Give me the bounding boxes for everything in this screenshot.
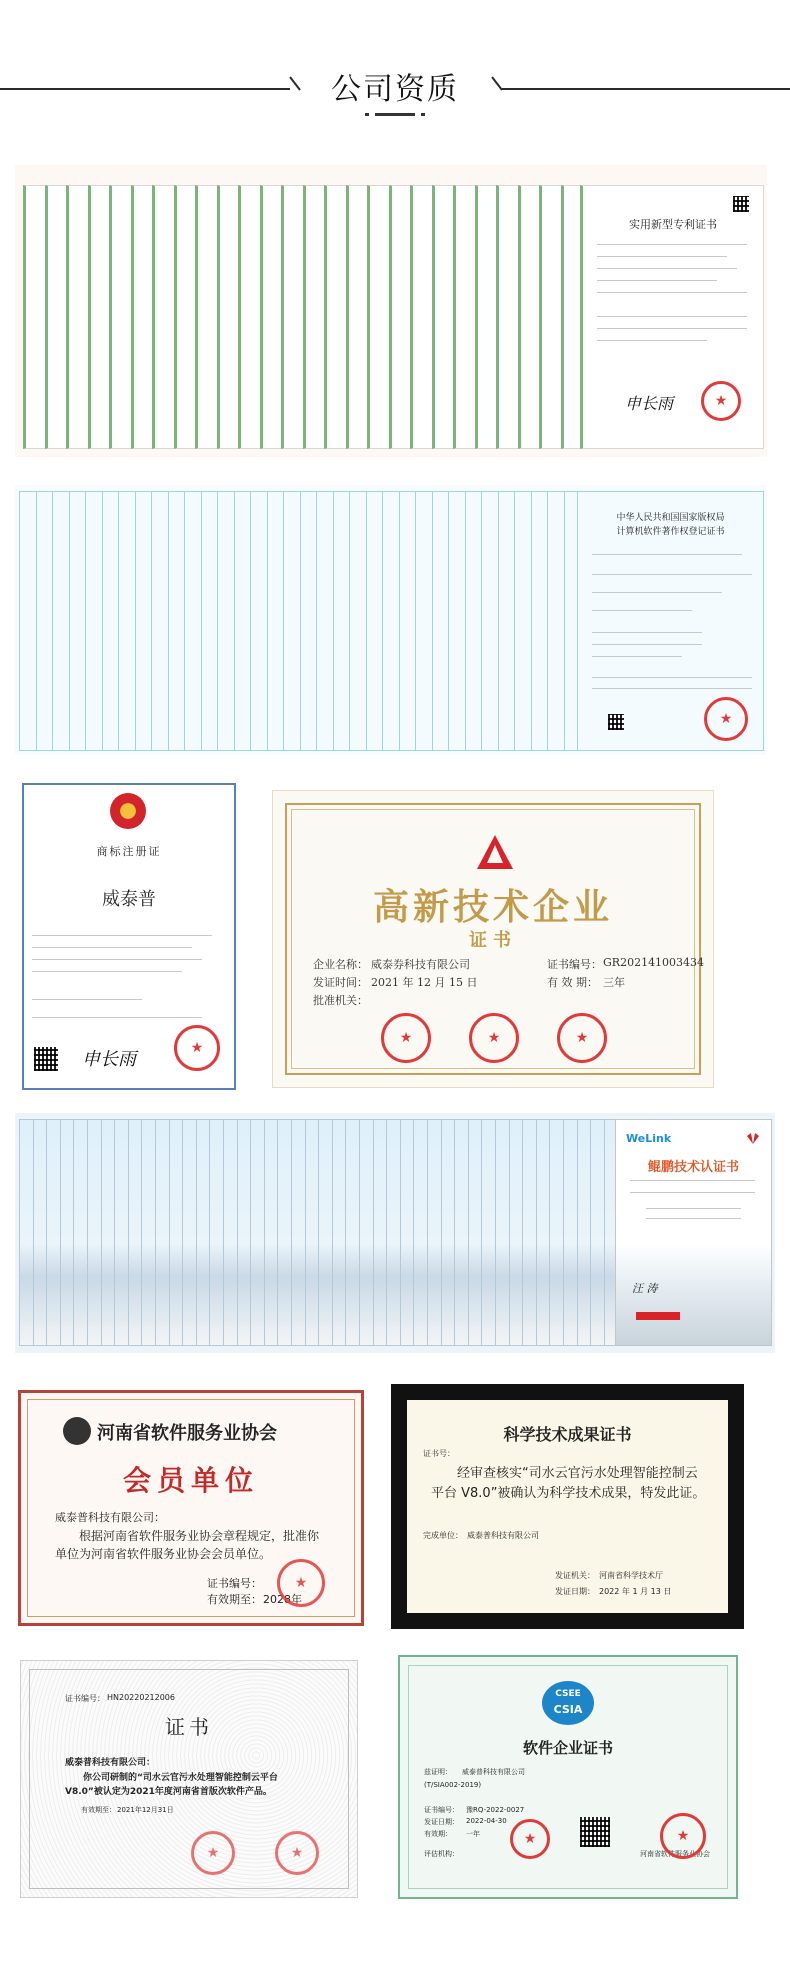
sci-achievement-frame [391,1384,744,1629]
first-set-title: 证书 [165,1715,213,1739]
sci-achievement-body: 经审查核实“司水云官污水处理智能控制云平台 V8.0”被确认为科学技术成果，特发此证。 [431,1466,706,1501]
software-enterprise-date-value: 2022-04-30 [466,1817,507,1825]
first-set-valid-label: 有效期至： [81,1806,116,1814]
huawei-title: 鲲鹏技术认证书 [647,1160,739,1175]
hitech-company-label: 企业名称： [313,958,368,971]
sci-achievement-date-label: 发证日期： [555,1587,595,1596]
trademark-signature: 申长雨 [82,1049,136,1070]
hitech-logo-icon [473,831,517,875]
hitech-title: 高新技术企业 [372,887,613,928]
hitech-date-label: 发证时间： [313,976,368,989]
sci-achievement-issuer-value: 河南省科学技术厅 [599,1571,663,1580]
patent-seal-icon: ★ [701,381,741,421]
first-set-software-certificate [20,1660,358,1898]
software-enterprise-org-value: 河南省软件服务业协会 [640,1850,710,1858]
hitech-org-label: 批准机关： [313,994,368,1007]
henan-assoc-company: 威泰普科技有限公司： [55,1511,165,1524]
header-dots-icon [365,112,425,116]
patent-stack [15,165,767,457]
trademark-brand: 威泰普 [102,889,156,910]
hitech-number-label: 证书编号： [547,958,602,971]
huawei-brand: WeLink [626,1132,672,1145]
sci-achievement-unit-label: 完成单位： [423,1531,463,1540]
software-enterprise-certificate [398,1655,738,1899]
sci-achievement-date-value: 2022 年 1 月 13 日 [599,1587,672,1596]
software-enterprise-seal-2-icon: ★ [660,1813,706,1859]
hitech-seal-2-icon: ★ [469,1013,519,1063]
sci-achievement-issuer-label: 发证机关： [555,1571,595,1580]
trademark-certificate [22,783,236,1090]
copyright-seal-icon: ★ [704,697,748,741]
header-rule-right [502,88,790,90]
hitech-number-value: GR202141003434 [603,956,705,969]
copyright-qr-icon [608,714,624,730]
software-enterprise-org-label: 评估机构： [424,1850,459,1858]
henan-association-certificate [18,1390,364,1626]
hitech-validity-value: 三年 [603,976,625,989]
patent-signature: 申长雨 [625,394,674,413]
henan-assoc-org: 河南省软件服务业协会 [97,1423,277,1444]
copyright-title-line1: 中华人民共和国国家版权局 [616,513,725,523]
sci-achievement-no-label: 证书号： [423,1449,455,1458]
software-enterprise-title: 软件企业证书 [522,1739,613,1757]
software-enterprise-validity-value: 一年 [466,1830,480,1838]
henan-assoc-logo-icon [63,1417,91,1445]
first-set-body: 你公司研制的“司水云官污水处理智能控制云平台V8.0”被认定为2021年度河南省首版次软件产品。 [65,1773,278,1797]
trademark-seal-icon: ★ [174,1025,220,1071]
trademark-emblem-icon [110,793,146,829]
huawei-badge-icon [636,1312,680,1320]
patent-certificate-front [580,185,764,449]
copyright-certificate-front [577,491,764,751]
huawei-signer: 汪 涛 [632,1282,658,1295]
software-enterprise-date-label: 发证日期： [424,1818,459,1826]
huawei-logo-icon [746,1132,760,1144]
huawei-certificate-front [615,1119,772,1346]
copyright-title-line2: 计算机软件著作权登记证书 [616,527,725,537]
software-enterprise-qr-icon [580,1817,610,1847]
software-enterprise-cert-no-label: 证书编号： [424,1806,459,1814]
software-enterprise-seal-1-icon: ★ [510,1819,550,1859]
software-enterprise-company-label: 兹证明： [424,1768,452,1776]
software-enterprise-validity-label: 有效期： [424,1830,452,1838]
henan-assoc-validity-label: 有效期至： [207,1593,262,1606]
software-enterprise-badge-bottom: CSIA [553,1703,583,1716]
patent-cert-title: 实用新型专利证书 [629,218,717,231]
henan-assoc-number-label: 证书编号： [207,1577,262,1590]
henan-assoc-validity-value: 2028年 [263,1593,302,1606]
hitech-company-value: 威泰券科技有限公司 [371,958,470,971]
page-title: 公司资质 [331,72,459,107]
hitech-validity-label: 有 效 期： [547,976,598,989]
sci-achievement-certificate [407,1400,728,1613]
software-enterprise-company-value: 威泰普科技有限公司 [462,1768,525,1776]
hitech-seal-3-icon: ★ [557,1013,607,1063]
trademark-title: 商标注册证 [96,845,162,858]
first-set-company: 威泰普科技有限公司： [65,1758,156,1768]
patent-qr-icon [733,196,749,212]
software-enterprise-cert-no-value: 豫RQ-2022-0027 [466,1806,525,1814]
copyright-stack [15,485,767,755]
henan-assoc-title: 会员单位 [122,1464,259,1497]
software-enterprise-badge-top: CSEE [555,1689,581,1699]
first-set-no-value: HN20220212006 [107,1693,175,1702]
software-enterprise-standard: (T/SIA002-2019) [424,1781,482,1789]
first-set-seal-2-icon: ★ [275,1831,319,1875]
first-set-no-label: 证书编号： [65,1694,105,1703]
hitech-subtitle: 证书 [469,930,517,951]
hitech-date-value: 2021 年 12 月 15 日 [371,976,478,989]
first-set-valid-value: 2021年12月31日 [117,1806,174,1814]
henan-assoc-body: 根据河南省软件服务业协会章程规定，批准你单位为河南省软件服务业协会会员单位。 [55,1529,320,1561]
hitech-seal-1-icon: ★ [381,1013,431,1063]
henan-assoc-seal-icon: ★ [277,1559,325,1607]
hitech-certificate [272,790,714,1088]
sci-achievement-title: 科学技术成果证书 [503,1425,632,1444]
first-set-seal-1-icon: ★ [191,1831,235,1875]
trademark-qr-icon [34,1047,58,1071]
huawei-stack [15,1113,775,1353]
sci-achievement-unit-value: 威泰普科技有限公司 [467,1531,539,1540]
